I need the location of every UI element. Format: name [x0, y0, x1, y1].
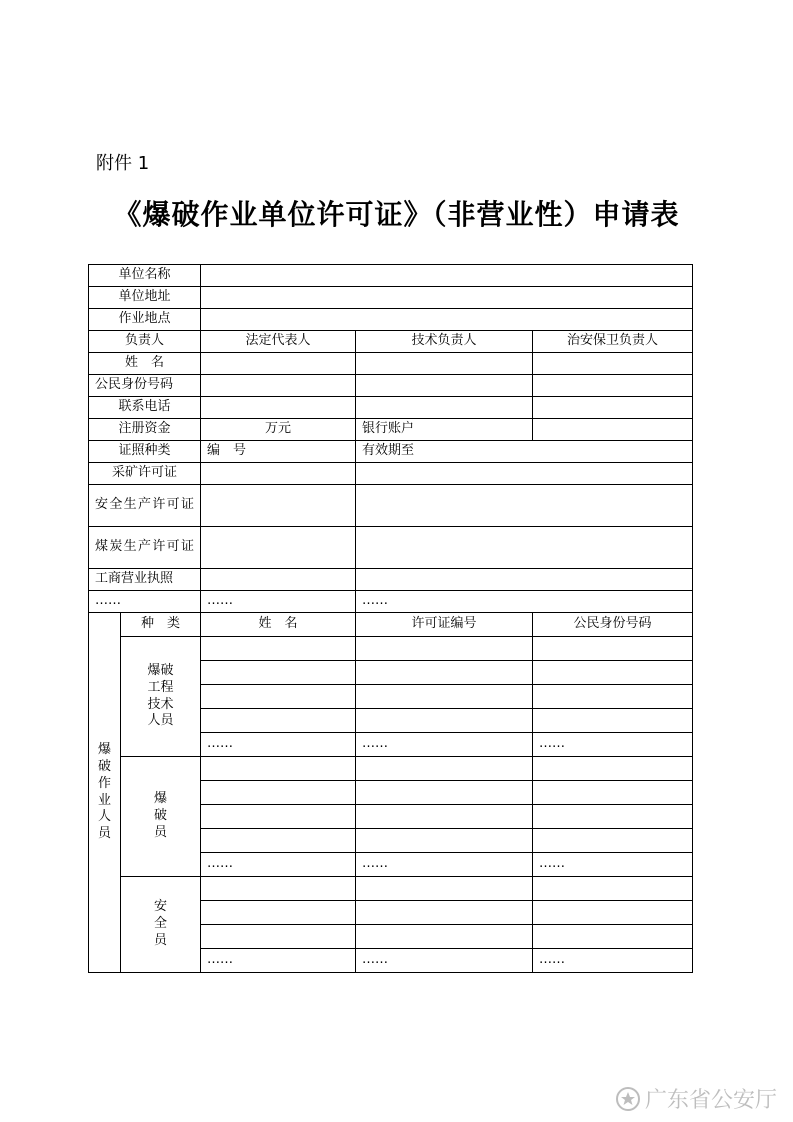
row-safety-production-permit: [89, 485, 693, 527]
certs-more-number: ……: [201, 591, 356, 613]
row-mining-permit: [89, 463, 693, 485]
safety-production-valid-field[interactable]: [356, 485, 693, 527]
unit-name-field[interactable]: [201, 265, 693, 287]
id-number-field[interactable]: [533, 757, 693, 781]
name-field[interactable]: [201, 829, 356, 853]
id-number-field[interactable]: [533, 781, 693, 805]
permit-number-field[interactable]: [356, 757, 533, 781]
id-number-field[interactable]: [533, 901, 693, 925]
business-license-number-field[interactable]: [201, 569, 356, 591]
row-name: [89, 353, 693, 375]
row-certs-more: [89, 591, 693, 613]
name-header: 姓 名: [201, 613, 356, 637]
name-field[interactable]: [201, 781, 356, 805]
row-coal-production-permit: [89, 527, 693, 569]
name-field[interactable]: [201, 901, 356, 925]
row-unit-name: [89, 265, 693, 287]
name-label: 姓 名: [89, 353, 201, 375]
work-location-field[interactable]: [201, 309, 693, 331]
application-form-table: [88, 264, 693, 973]
legal-rep-header: 法定代表人: [201, 331, 356, 353]
id-number-field[interactable]: [533, 661, 693, 685]
table-row: [89, 877, 693, 901]
safety-category: [121, 877, 201, 973]
name-field[interactable]: [201, 709, 356, 733]
watermark: [615, 1083, 777, 1114]
tech-lead-header: 技术负责人: [356, 331, 533, 353]
id-number-field[interactable]: [533, 805, 693, 829]
permit-number-field[interactable]: [356, 805, 533, 829]
id-number-field[interactable]: [533, 637, 693, 661]
row-work-location: [89, 309, 693, 331]
more-name: ……: [201, 853, 356, 877]
id-number-field[interactable]: [533, 685, 693, 709]
row-unit-address: [89, 287, 693, 309]
attachment-label: 附件 1: [96, 153, 150, 174]
permit-number-field[interactable]: [356, 637, 533, 661]
more-permit: ……: [356, 733, 533, 757]
certs-more-label: ……: [89, 591, 201, 613]
safety-category-text: 安全员: [154, 899, 168, 948]
more-name: ……: [201, 733, 356, 757]
mining-permit-number-field[interactable]: [201, 463, 356, 485]
blasters-category-text: 爆破员: [154, 791, 168, 840]
tech-lead-phone-field[interactable]: [356, 397, 533, 419]
more-permit: ……: [356, 853, 533, 877]
more-id: ……: [533, 949, 693, 973]
permit-number-field[interactable]: [356, 925, 533, 949]
permit-number-field[interactable]: [356, 661, 533, 685]
more-id: ……: [533, 853, 693, 877]
id-number-field[interactable]: [533, 925, 693, 949]
business-license-label: 工商营业执照: [89, 569, 201, 591]
more-name: ……: [201, 949, 356, 973]
more-permit: ……: [356, 949, 533, 973]
work-location-label: 作业地点: [89, 309, 201, 331]
personnel-section-text: 爆破作业人员: [98, 741, 112, 842]
blasters-category: [121, 757, 201, 877]
cert-number-label: 编 号: [201, 441, 356, 463]
security-lead-header: 治安保卫负责人: [533, 331, 693, 353]
id-number-label: 公民身份号码: [89, 375, 201, 397]
legal-rep-id-field[interactable]: [201, 375, 356, 397]
name-field[interactable]: [201, 877, 356, 901]
coal-production-permit-label: 煤炭生产许可证: [89, 527, 201, 569]
bank-account-field[interactable]: [533, 419, 693, 441]
permit-number-field[interactable]: [356, 829, 533, 853]
tech-lead-name-field[interactable]: [356, 353, 533, 375]
row-responsible: [89, 331, 693, 353]
more-id: ……: [533, 733, 693, 757]
name-field[interactable]: [201, 685, 356, 709]
table-row: [89, 637, 693, 661]
permit-number-field[interactable]: [356, 781, 533, 805]
id-number-field[interactable]: [533, 829, 693, 853]
security-lead-id-field[interactable]: [533, 375, 693, 397]
unit-address-label: 单位地址: [89, 287, 201, 309]
legal-rep-name-field[interactable]: [201, 353, 356, 375]
permit-number-field[interactable]: [356, 685, 533, 709]
tech-lead-id-field[interactable]: [356, 375, 533, 397]
row-id-number: [89, 375, 693, 397]
name-field[interactable]: [201, 925, 356, 949]
personnel-section-label: [89, 613, 121, 973]
permit-number-field[interactable]: [356, 709, 533, 733]
row-business-license: [89, 569, 693, 591]
cert-type-label: 证照种类: [89, 441, 201, 463]
certs-more-valid: ……: [356, 591, 693, 613]
security-lead-phone-field[interactable]: [533, 397, 693, 419]
category-header: 种 类: [121, 613, 201, 637]
legal-rep-phone-field[interactable]: [201, 397, 356, 419]
unit-name-label: 单位名称: [89, 265, 201, 287]
name-field[interactable]: [201, 661, 356, 685]
permit-number-field[interactable]: [356, 901, 533, 925]
valid-until-label: 有效期至: [356, 441, 693, 463]
name-field[interactable]: [201, 637, 356, 661]
responsible-label: 负责人: [89, 331, 201, 353]
engineers-category: [121, 637, 201, 757]
table-row: [89, 757, 693, 781]
id-number-header: 公民身份号码: [533, 613, 693, 637]
reg-capital-unit: 万元: [201, 419, 356, 441]
unit-address-field[interactable]: [201, 287, 693, 309]
bank-account-label: 银行账户: [356, 419, 533, 441]
id-number-field[interactable]: [533, 877, 693, 901]
engineers-category-text: 爆破工程技术人员: [147, 662, 174, 729]
row-phone: [89, 397, 693, 419]
row-personnel-header: [89, 613, 693, 637]
reg-capital-label: 注册资金: [89, 419, 201, 441]
coal-production-number-field[interactable]: [201, 527, 356, 569]
security-lead-name-field[interactable]: [533, 353, 693, 375]
mining-permit-valid-field[interactable]: [356, 463, 693, 485]
row-reg-capital: [89, 419, 693, 441]
id-number-field[interactable]: [533, 709, 693, 733]
name-field[interactable]: [201, 805, 356, 829]
police-emblem-icon: [615, 1086, 641, 1112]
phone-label: 联系电话: [89, 397, 201, 419]
permit-number-header: 许可证编号: [356, 613, 533, 637]
business-license-valid-field[interactable]: [356, 569, 693, 591]
watermark-text: 广东省公安厅: [644, 1088, 777, 1113]
safety-production-permit-label: 安全生产许可证: [89, 485, 201, 527]
name-field[interactable]: [201, 757, 356, 781]
row-cert-type: [89, 441, 693, 463]
coal-production-valid-field[interactable]: [356, 527, 693, 569]
page-title: 《爆破作业单位许可证》（非营业性）申请表: [113, 198, 680, 231]
permit-number-field[interactable]: [356, 877, 533, 901]
safety-production-number-field[interactable]: [201, 485, 356, 527]
mining-permit-label: 采矿许可证: [89, 463, 201, 485]
